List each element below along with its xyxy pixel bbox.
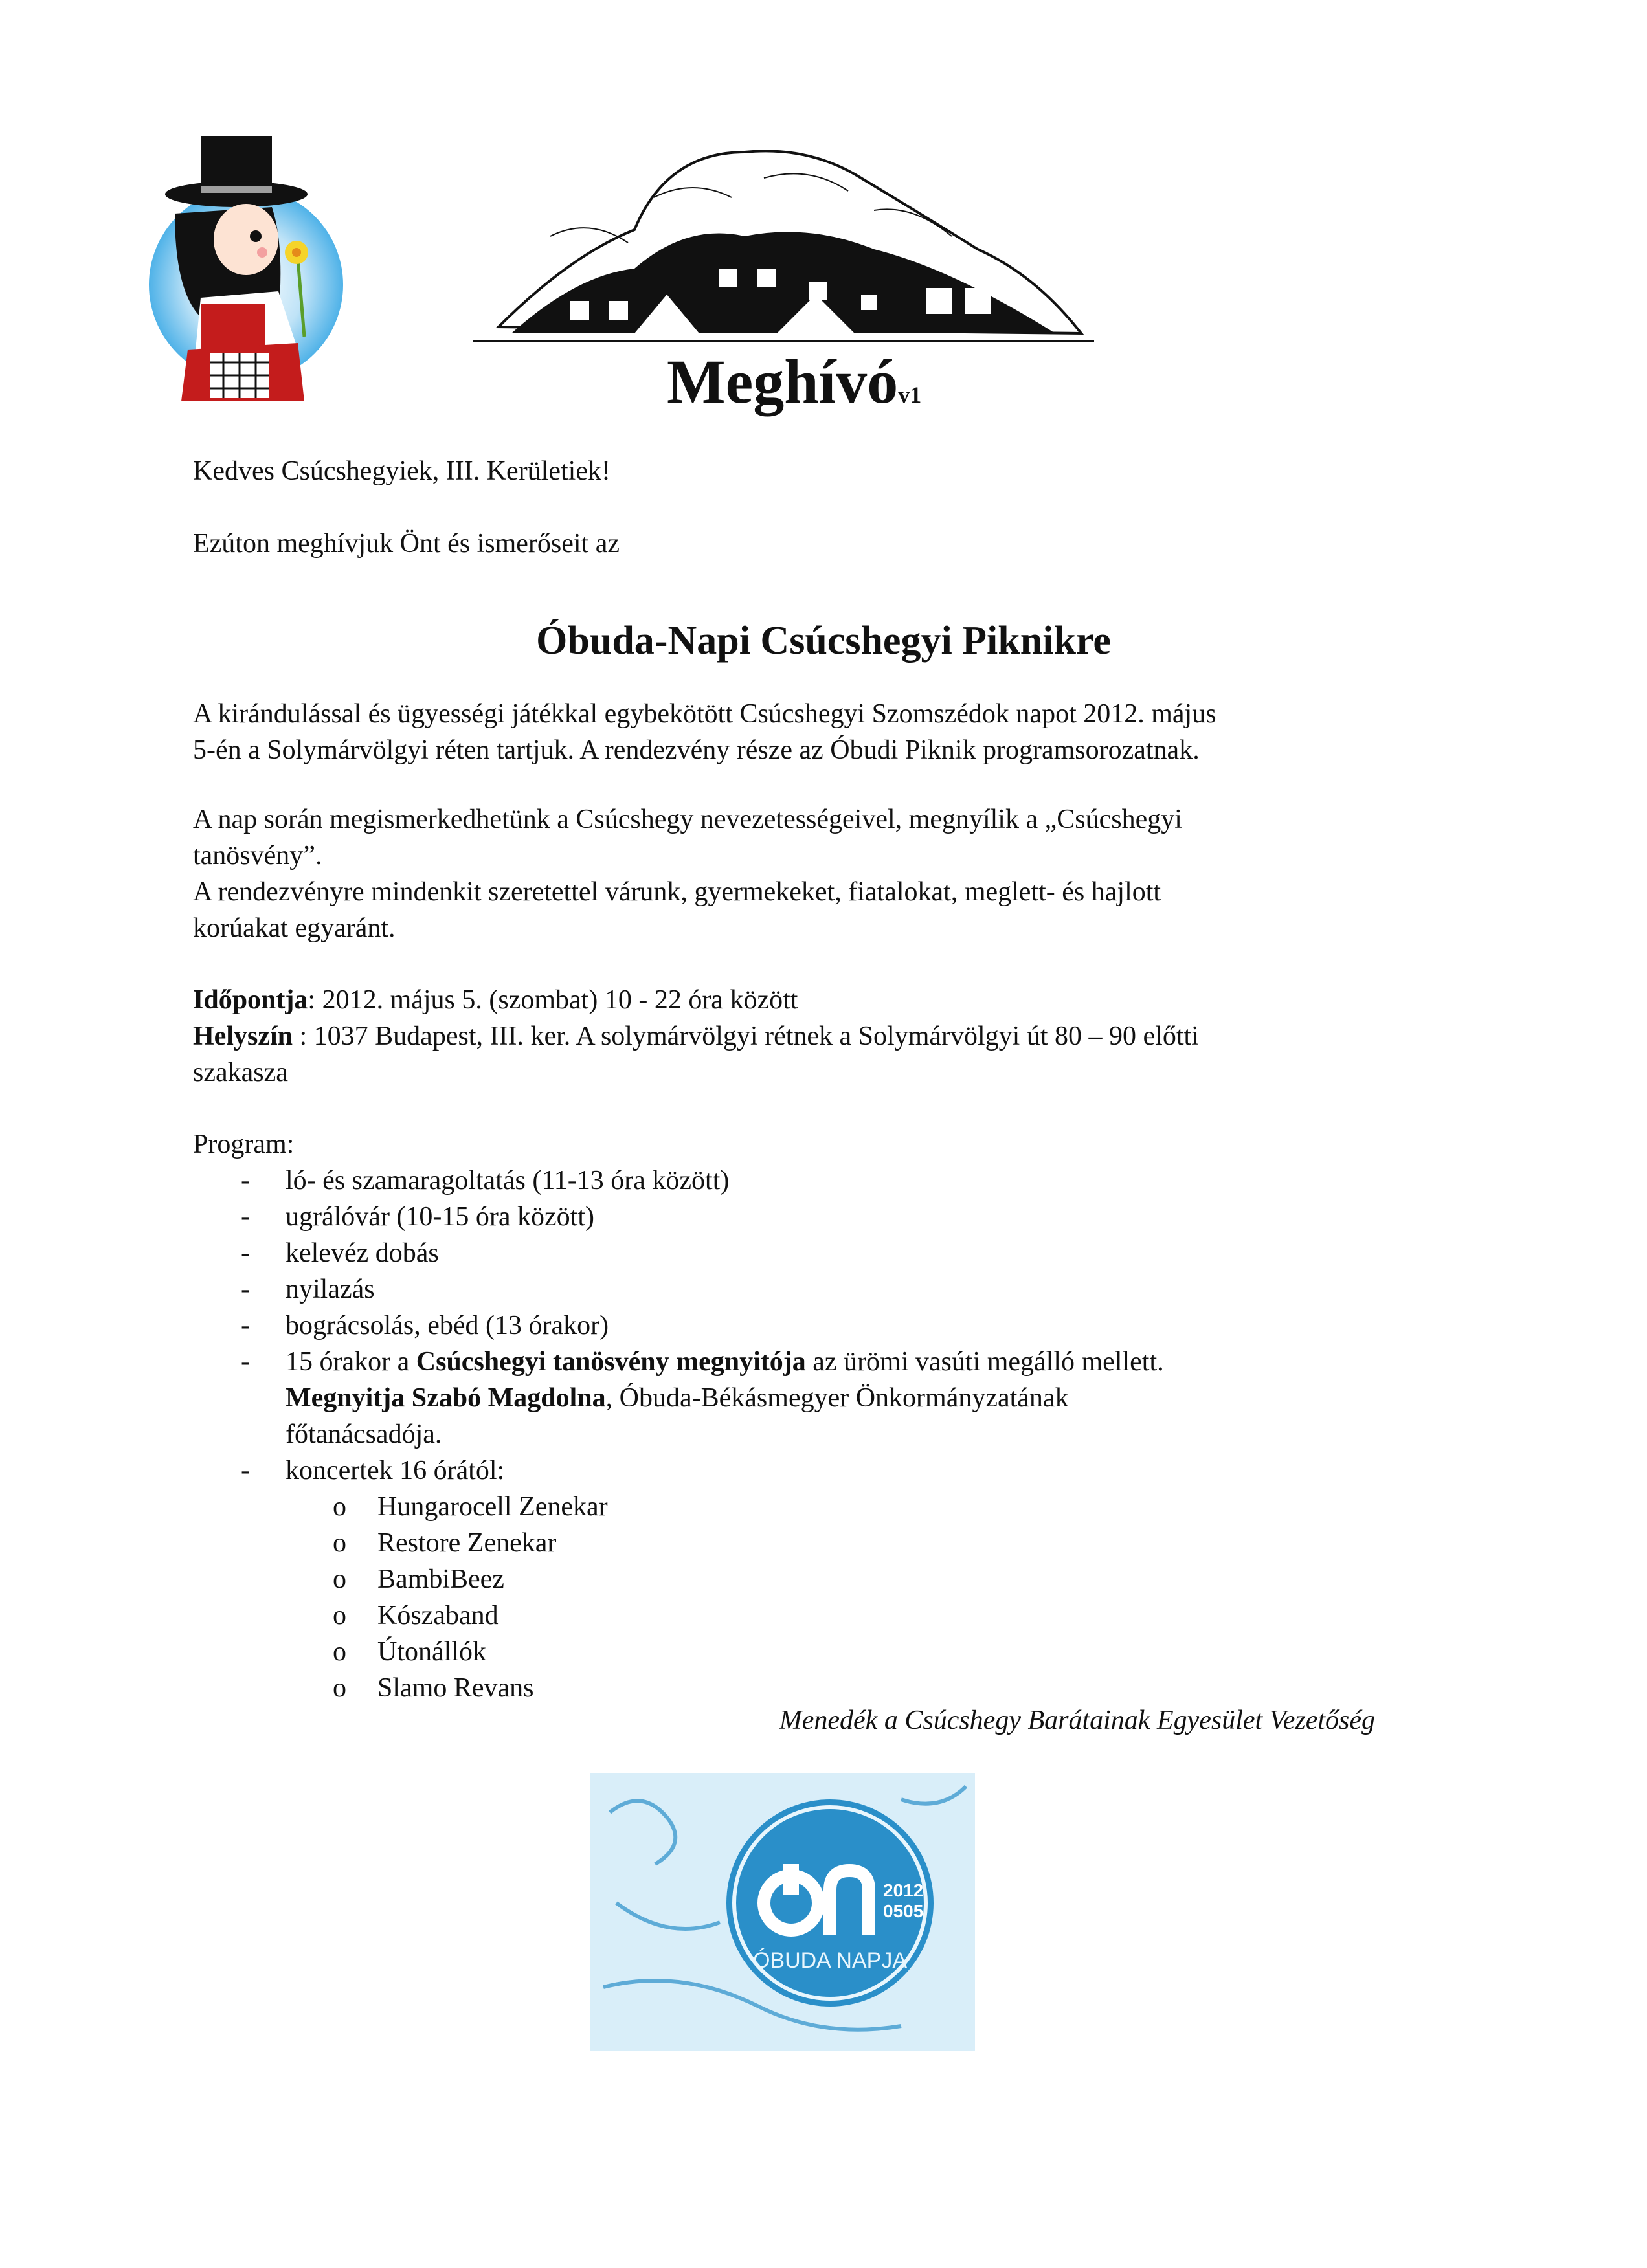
concerts-label: koncertek 16 órától: [286, 1456, 505, 1485]
program-item: bográcsolás, ebéd (13 órakor) [286, 1311, 609, 1340]
band-item: Útonállók [377, 1637, 486, 1667]
event-title: Óbuda-Napi Csúcshegyi Piknikre [536, 619, 1111, 663]
list-dash: - [241, 1347, 250, 1377]
logo-caption: ÓBUDA NAPJA [752, 1948, 908, 1973]
list-dash: - [241, 1311, 250, 1340]
obuda-napja-logo-icon [590, 1773, 975, 2051]
program-item: kelevéz dobás [286, 1238, 439, 1268]
list-bullet: o [333, 1637, 346, 1667]
program-heading: Program: [193, 1129, 295, 1159]
logo-date: 0505 [883, 1901, 924, 1921]
village-hill-illustration-icon [473, 139, 1094, 346]
place-row [193, 1018, 1199, 1054]
time-label: Időpontja [193, 985, 308, 1015]
title-version: v1 [898, 382, 922, 408]
place-row-2: szakasza [193, 1058, 288, 1087]
time-row [193, 982, 798, 1018]
signature: Menedék a Csúcshegy Barátainak Egyesület Vezetőség [779, 1706, 1375, 1735]
paragraph1-line2: 5-én a Solymárvölgyi réten tartjuk. A rendezvény része az Óbudi Piknik programsorozatnak. [193, 735, 1200, 765]
opening-line1 [286, 1344, 1164, 1380]
paragraph1-line1: A kirándulással és ügyességi játékkal egybekötött Csúcshegyi Szomszédok napot 2012. május [193, 699, 1216, 729]
paragraph3-line2: korúakat egyaránt. [193, 913, 396, 943]
list-dash: - [241, 1238, 250, 1268]
opening-line2-bold: Megnyitja Szabó Magdolna [286, 1383, 606, 1413]
page-title: Meghívóv1 [667, 347, 922, 416]
paragraph3-line1: A rendezvényre mindenkit szeretettel várunk, gyermekeket, fiatalokat, meglett- és hajlott [193, 877, 1161, 907]
list-bullet: o [333, 1528, 346, 1558]
paragraph2-line2: tanösvény”. [193, 841, 322, 871]
opening-line2 [286, 1380, 1069, 1416]
band-item: Kószaband [377, 1601, 499, 1630]
time-value: : 2012. május 5. (szombat) 10 - 22 óra között [308, 985, 798, 1015]
list-bullet: o [333, 1601, 346, 1630]
band-item: BambiBeez [377, 1564, 504, 1594]
opening-post: az ürömi vasúti megálló mellett. [805, 1347, 1164, 1377]
greeting: Kedves Csúcshegyiek, III. Kerületiek! [193, 456, 611, 486]
logo-year: 2012 [883, 1880, 924, 1900]
program-item: nyilazás [286, 1274, 375, 1304]
opening-line3: főtanácsadója. [286, 1419, 442, 1449]
band-item: Hungarocell Zenekar [377, 1492, 608, 1522]
intro-text: Ezúton meghívjuk Önt és ismerőseit az [193, 529, 620, 559]
band-item: Slamo Revans [377, 1673, 534, 1703]
list-bullet: o [333, 1564, 346, 1594]
girl-illustration-icon [149, 129, 343, 401]
paragraph2-line1: A nap során megismerkedhetünk a Csúcshegy nevezetességeivel, megnyílik a „Csúcshegyi [193, 805, 1182, 834]
place-label: Helyszín [193, 1021, 293, 1051]
list-dash: - [241, 1166, 250, 1195]
place-value: : 1037 Budapest, III. ker. A solymárvölgyi rétnek a Solymárvölgyi út 80 – 90 előtti [293, 1021, 1199, 1051]
opening-line2-rest: , Óbuda-Békásmegyer Önkormányzatának [605, 1383, 1069, 1413]
opening-bold: Csúcshegyi tanösvény megnyitója [416, 1347, 806, 1377]
opening-pre: 15 órakor a [286, 1347, 416, 1377]
list-bullet: o [333, 1492, 346, 1522]
list-dash: - [241, 1274, 250, 1304]
list-bullet: o [333, 1673, 346, 1703]
program-item: ló- és szamaragoltatás (11-13 óra között) [286, 1166, 730, 1195]
list-dash: - [241, 1202, 250, 1232]
band-item: Restore Zenekar [377, 1528, 557, 1558]
program-item: ugrálóvár (10-15 óra között) [286, 1202, 594, 1232]
list-dash: - [241, 1456, 250, 1485]
